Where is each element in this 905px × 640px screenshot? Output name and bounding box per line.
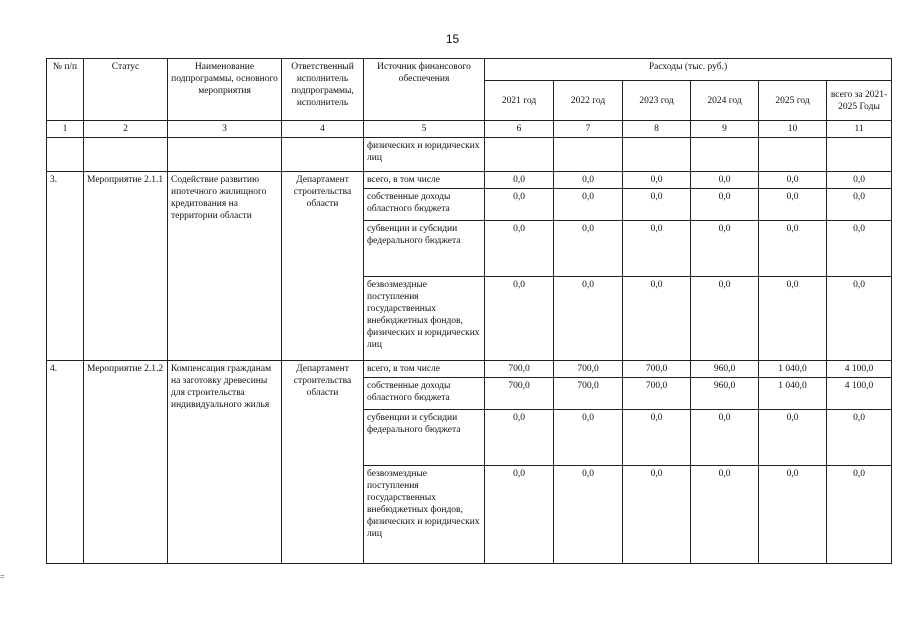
value-cell: 0,0: [485, 189, 554, 221]
value-cell: [691, 138, 759, 172]
value-cell: 0,0: [554, 221, 623, 277]
source-cell: физических и юридических лиц: [364, 138, 485, 172]
column-number: 11: [827, 121, 892, 138]
value-cell: 0,0: [623, 189, 691, 221]
value-cell: 0,0: [827, 221, 892, 277]
header-year: 2025 год: [759, 81, 827, 121]
value-cell: 4 100,0: [827, 361, 892, 378]
value-cell: 0,0: [759, 189, 827, 221]
page-number: 15: [445, 32, 460, 46]
column-number: 1: [47, 121, 84, 138]
value-cell: 0,0: [623, 172, 691, 189]
column-number: 7: [554, 121, 623, 138]
measure-name-cell: Компенсация гражданам на заготовку древесины для строительства индивидуального жилья: [168, 361, 282, 564]
table-row: [47, 361, 892, 378]
executor-cell: Департамент строительства области: [282, 172, 364, 361]
value-cell: 0,0: [554, 410, 623, 466]
row-number: 4.: [47, 361, 84, 564]
header-total: всего за 2021-2025 Годы: [827, 81, 892, 121]
source-cell: субвенции и субсидии федерального бюджета: [364, 410, 485, 466]
value-cell: 1 040,0: [759, 361, 827, 378]
header-source: Источник финансового обеспечения: [364, 59, 485, 121]
header-year: 2023 год: [623, 81, 691, 121]
source-cell: субвенции и субсидии федерального бюджета: [364, 221, 485, 277]
header-year: 2021 год: [485, 81, 554, 121]
value-cell: 0,0: [691, 410, 759, 466]
value-cell: 0,0: [691, 466, 759, 564]
value-cell: 700,0: [623, 378, 691, 410]
value-cell: [554, 138, 623, 172]
header-num: № п/п: [47, 59, 84, 121]
value-cell: 0,0: [485, 221, 554, 277]
column-number: 3: [168, 121, 282, 138]
value-cell: 0,0: [485, 466, 554, 564]
value-cell: 0,0: [691, 221, 759, 277]
source-cell: всего, в том числе: [364, 361, 485, 378]
row-number: 3.: [47, 172, 84, 361]
column-number: 2: [84, 121, 168, 138]
value-cell: 0,0: [554, 172, 623, 189]
status-cell: Мероприятие 2.1.2: [84, 361, 168, 564]
value-cell: 0,0: [759, 466, 827, 564]
column-number: 6: [485, 121, 554, 138]
value-cell: 0,0: [827, 172, 892, 189]
table-row: [47, 172, 892, 189]
header-status: Статус: [84, 59, 168, 121]
value-cell: 0,0: [827, 189, 892, 221]
value-cell: 0,0: [827, 410, 892, 466]
value-cell: 0,0: [623, 277, 691, 361]
status-cell: Мероприятие 2.1.1: [84, 172, 168, 361]
measure-name-cell: Содействие развитию ипотечного жилищного кредитования на территории области: [168, 172, 282, 361]
value-cell: 960,0: [691, 378, 759, 410]
value-cell: 4 100,0: [827, 378, 892, 410]
value-cell: 0,0: [485, 410, 554, 466]
value-cell: 0,0: [691, 172, 759, 189]
value-cell: [827, 138, 892, 172]
value-cell: 700,0: [623, 361, 691, 378]
value-cell: 0,0: [759, 172, 827, 189]
source-cell: всего, в том числе: [364, 172, 485, 189]
value-cell: 700,0: [485, 378, 554, 410]
value-cell: 0,0: [554, 466, 623, 564]
column-number: 9: [691, 121, 759, 138]
source-cell: собственные доходы областного бюджета: [364, 378, 485, 410]
header-year: 2024 год: [691, 81, 759, 121]
column-number: 4: [282, 121, 364, 138]
cell-empty: [84, 138, 168, 172]
scan-edge-mark: =: [0, 572, 5, 581]
budget-table: [46, 58, 892, 564]
value-cell: 0,0: [759, 277, 827, 361]
value-cell: 0,0: [759, 221, 827, 277]
table-row: [47, 138, 892, 172]
executor-cell: Департамент строительства области: [282, 361, 364, 564]
value-cell: 0,0: [485, 277, 554, 361]
value-cell: 1 040,0: [759, 378, 827, 410]
column-number: 10: [759, 121, 827, 138]
column-number-row: [47, 121, 892, 138]
value-cell: 0,0: [827, 466, 892, 564]
value-cell: 0,0: [623, 410, 691, 466]
value-cell: 0,0: [827, 277, 892, 361]
value-cell: 700,0: [485, 361, 554, 378]
source-cell: безвозмездные поступления государственных внебюджетных фондов, физических и юридических лиц: [364, 466, 485, 564]
value-cell: 0,0: [759, 410, 827, 466]
header-name: Наименование подпрограммы, основного мероприятия: [168, 59, 282, 121]
cell-empty: [168, 138, 282, 172]
source-cell: безвозмездные поступления государственных внебюджетных фондов, физических и юридических лиц: [364, 277, 485, 361]
header-executor: Ответственный исполнитель подпрограммы, исполнитель: [282, 59, 364, 121]
value-cell: [623, 138, 691, 172]
value-cell: 0,0: [554, 189, 623, 221]
value-cell: 0,0: [623, 221, 691, 277]
cell-empty: [282, 138, 364, 172]
cell-empty: [47, 138, 84, 172]
header-year: 2022 год: [554, 81, 623, 121]
source-cell: собственные доходы областного бюджета: [364, 189, 485, 221]
header-row: [47, 59, 892, 81]
value-cell: [485, 138, 554, 172]
value-cell: 0,0: [554, 277, 623, 361]
column-number: 8: [623, 121, 691, 138]
value-cell: [759, 138, 827, 172]
value-cell: 0,0: [623, 466, 691, 564]
value-cell: 700,0: [554, 378, 623, 410]
header-expenses: Расходы (тыс. руб.): [485, 59, 892, 81]
value-cell: 700,0: [554, 361, 623, 378]
value-cell: 0,0: [485, 172, 554, 189]
value-cell: 960,0: [691, 361, 759, 378]
value-cell: 0,0: [691, 277, 759, 361]
value-cell: 0,0: [691, 189, 759, 221]
column-number: 5: [364, 121, 485, 138]
